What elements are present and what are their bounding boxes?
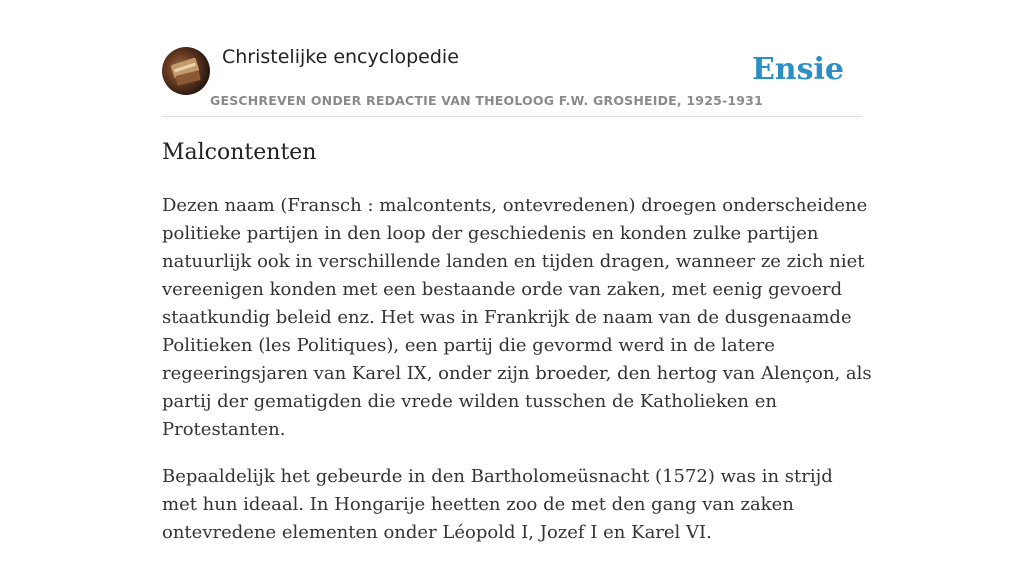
site-header bbox=[162, 46, 862, 117]
article-body bbox=[162, 192, 872, 566]
site-subtitle: GESCHREVEN ONDER REDACTIE VAN THEOLOOG F.W. GROSHEIDE, 1925-1931 bbox=[210, 93, 763, 108]
article-paragraph: Dezen naam (Fransch : malcontents, ontevredenen) droegen onderscheidene politieke partijen in den loop der geschiedenis en konden zulke partijen natuurlijk ook in verschillende landen en tijden dragen, wanneer ze zich niet vereenigen konden met een bestaande orde van zaken, met eenig gevoerd staatkundig beleid enz. Het was in Frankrijk de naam van de dusgenaamde Politieken (les Politiques), een partij die gevormd werd in de latere regeeringsjaren van Karel IX, onder zijn broeder, den hertog van Alençon, als partij der gematigden die vrede wilden tusschen de Katholieken en Protestanten. bbox=[162, 195, 872, 440]
site-title[interactable]: Christelijke encyclopedie bbox=[222, 46, 459, 68]
article-title: Malcontenten bbox=[162, 140, 317, 165]
encyclopedia-avatar[interactable] bbox=[162, 47, 210, 95]
brand-logo[interactable]: Ensie bbox=[751, 52, 844, 87]
article-paragraph: Bepaaldelijk het gebeurde in den Bartholomeüsnacht (1572) was in strijd met hun ideaal. In Hongarije heetten zoo de met den gang van zaken ontevredene elementen onder Léopold I, Jozef I en Karel VI. bbox=[162, 466, 833, 543]
